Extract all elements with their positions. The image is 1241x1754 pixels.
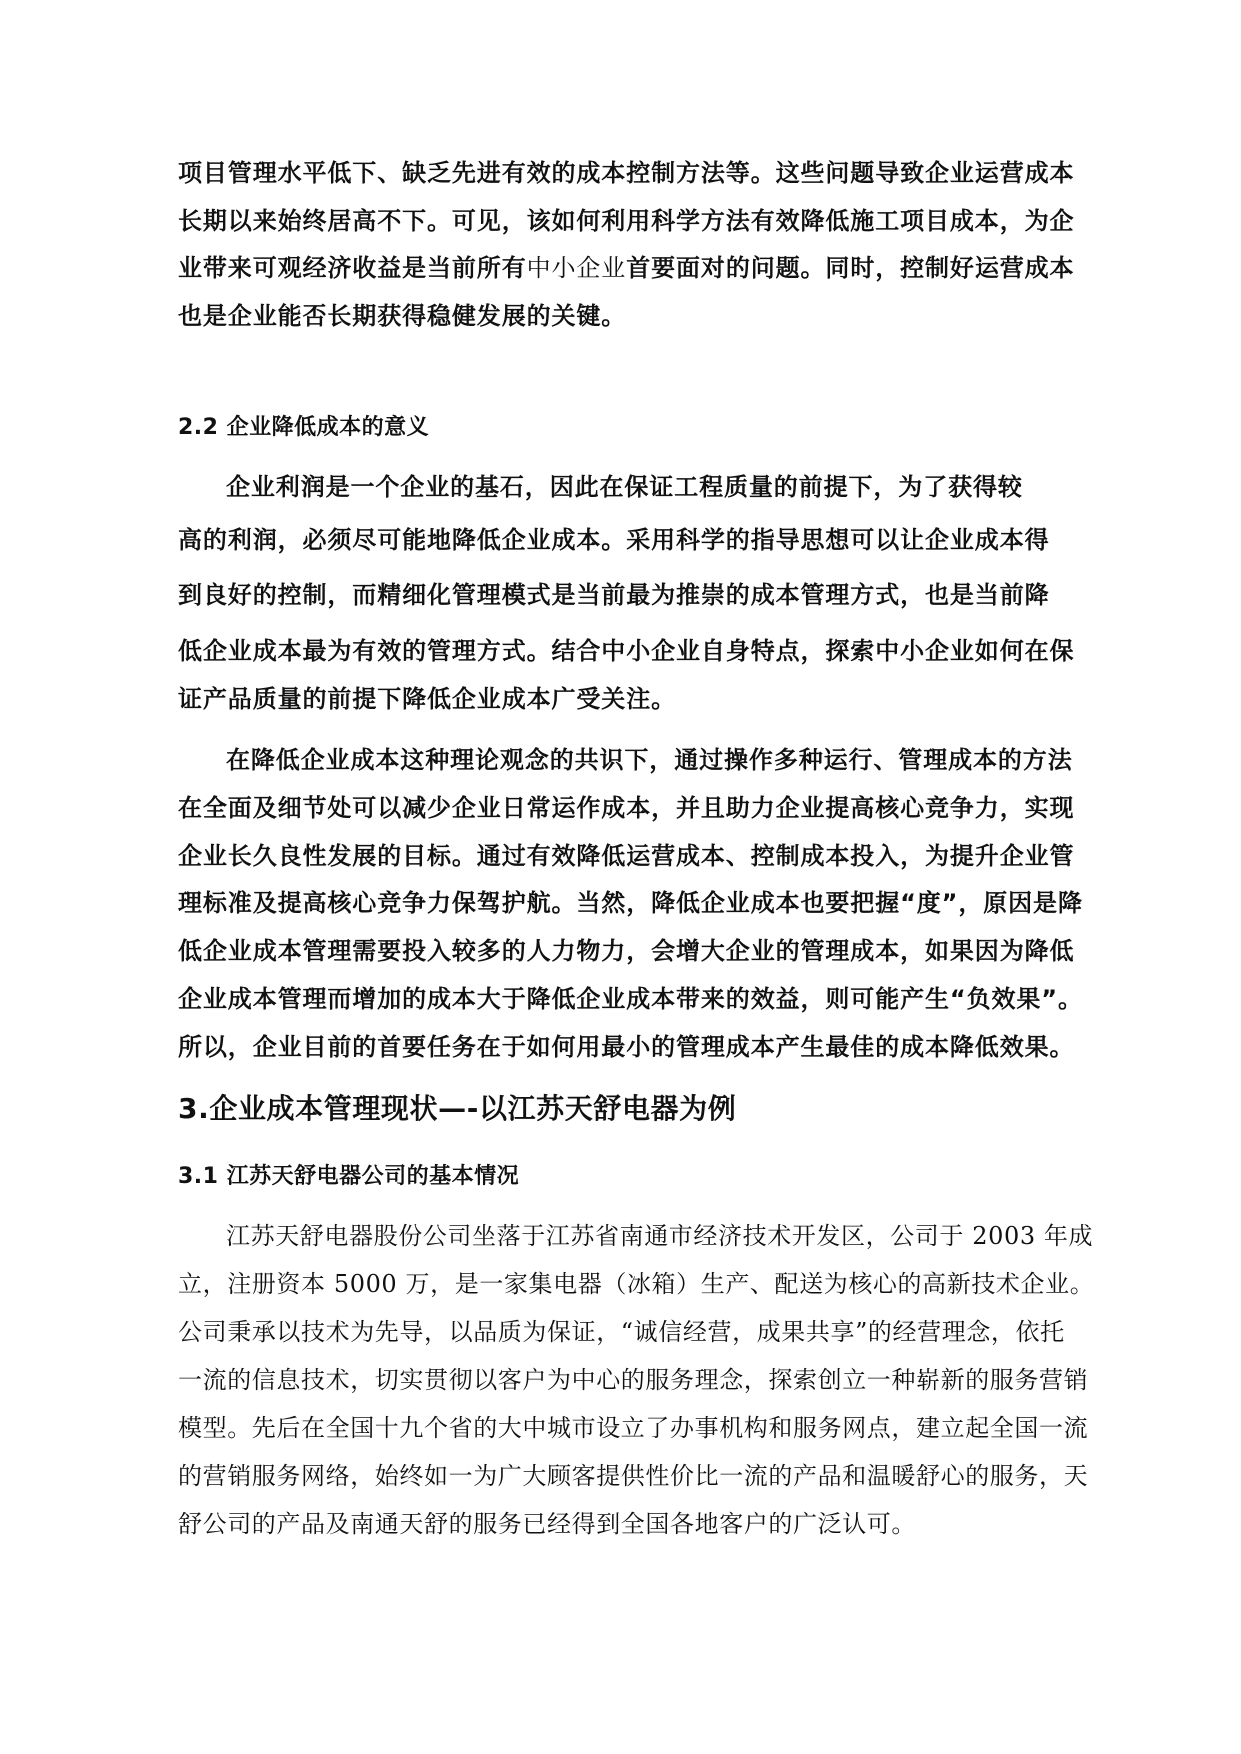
text-line: 一流的信息技术，切实贯彻以客户为中心的服务理念，探索创立一种崭新的服务营销 [178, 1366, 1089, 1394]
text-line: 企业长久良性发展的目标。通过有效降低运营成本、控制成本投入，为提升企业管 [178, 842, 1075, 870]
text-run-emphasis: 中小企业 [526, 254, 627, 282]
text-line: 立，注册资本 5000 万，是一家集电器（冰箱）生产、配送为核心的高新技术企业。 [178, 1270, 1095, 1298]
text-line [178, 253, 1074, 283]
text-line: 江苏天舒电器股份公司坐落于江苏省南通市经济技术开发区，公司于 2003 年成 [226, 1222, 1094, 1250]
text-run: 首要面对的问题。同时，控制好运营成本 [626, 254, 1075, 282]
text-line: 模型。先后在全国十九个省的大中城市设立了办事机构和服务网点，建立起全国一流 [178, 1414, 1089, 1442]
text-line: 的营销服务网络，始终如一为广大顾客提供性价比一流的产品和温暖舒心的服务，天 [178, 1462, 1089, 1490]
section-heading: 3.1 江苏天舒电器公司的基本情况 [178, 1164, 520, 1189]
text-line: 项目管理水平低下、缺乏先进有效的成本控制方法等。这些问题导致企业运营成本 [178, 159, 1075, 187]
text-line: 长期以来始终居高不下。可见，该如何利用科学方法有效降低施工项目成本，为企 [178, 207, 1075, 235]
chapter-heading: 3.企业成本管理现状—-以江苏天舒电器为例 [178, 1092, 737, 1125]
text-run: 业带来可观经济收益是当前所有 [178, 254, 527, 282]
text-line: 企业利润是一个企业的基石，因此在保证工程质量的前提下，为了获得较 [226, 473, 1023, 501]
text-line: 在全面及细节处可以减少企业日常运作成本，并且助力企业提高核心竞争力，实现 [178, 794, 1075, 822]
section-heading: 2.2 企业降低成本的意义 [178, 415, 430, 440]
text-line: 理标准及提高核心竞争力保驾护航。当然，降低企业成本也要把握“度”，原因是降 [178, 889, 1083, 917]
text-line: 所以，企业目前的首要任务在于如何用最小的管理成本产生最佳的成本降低效果。 [178, 1033, 1075, 1061]
text-line: 高的利润，必须尽可能地降低企业成本。采用科学的指导思想可以让企业成本得 [178, 526, 1050, 554]
text-line: 企业成本管理而增加的成本大于降低企业成本带来的效益，则可能产生“负效果”。 [178, 985, 1083, 1013]
text-line: 公司秉承以技术为先导，以品质为保证，“诚信经营，成果共享”的经营理念，依托 [178, 1318, 1065, 1346]
text-line: 低企业成本管理需要投入较多的人力物力，会增大企业的管理成本，如果因为降低 [178, 937, 1075, 965]
text-line: 低企业成本最为有效的管理方式。结合中小企业自身特点，探索中小企业如何在保 [178, 637, 1075, 665]
text-line: 证产品质量的前提下降低企业成本广受关注。 [178, 685, 676, 713]
text-line: 在降低企业成本这种理论观念的共识下，通过操作多种运行、管理成本的方法 [226, 746, 1073, 774]
text-line: 到良好的控制，而精细化管理模式是当前最为推崇的成本管理方式，也是当前降 [178, 581, 1050, 609]
text-line: 舒公司的产品及南通天舒的服务已经得到全国各地客户的广泛认可。 [178, 1510, 916, 1538]
text-line: 也是企业能否长期获得稳健发展的关键。 [178, 302, 627, 330]
